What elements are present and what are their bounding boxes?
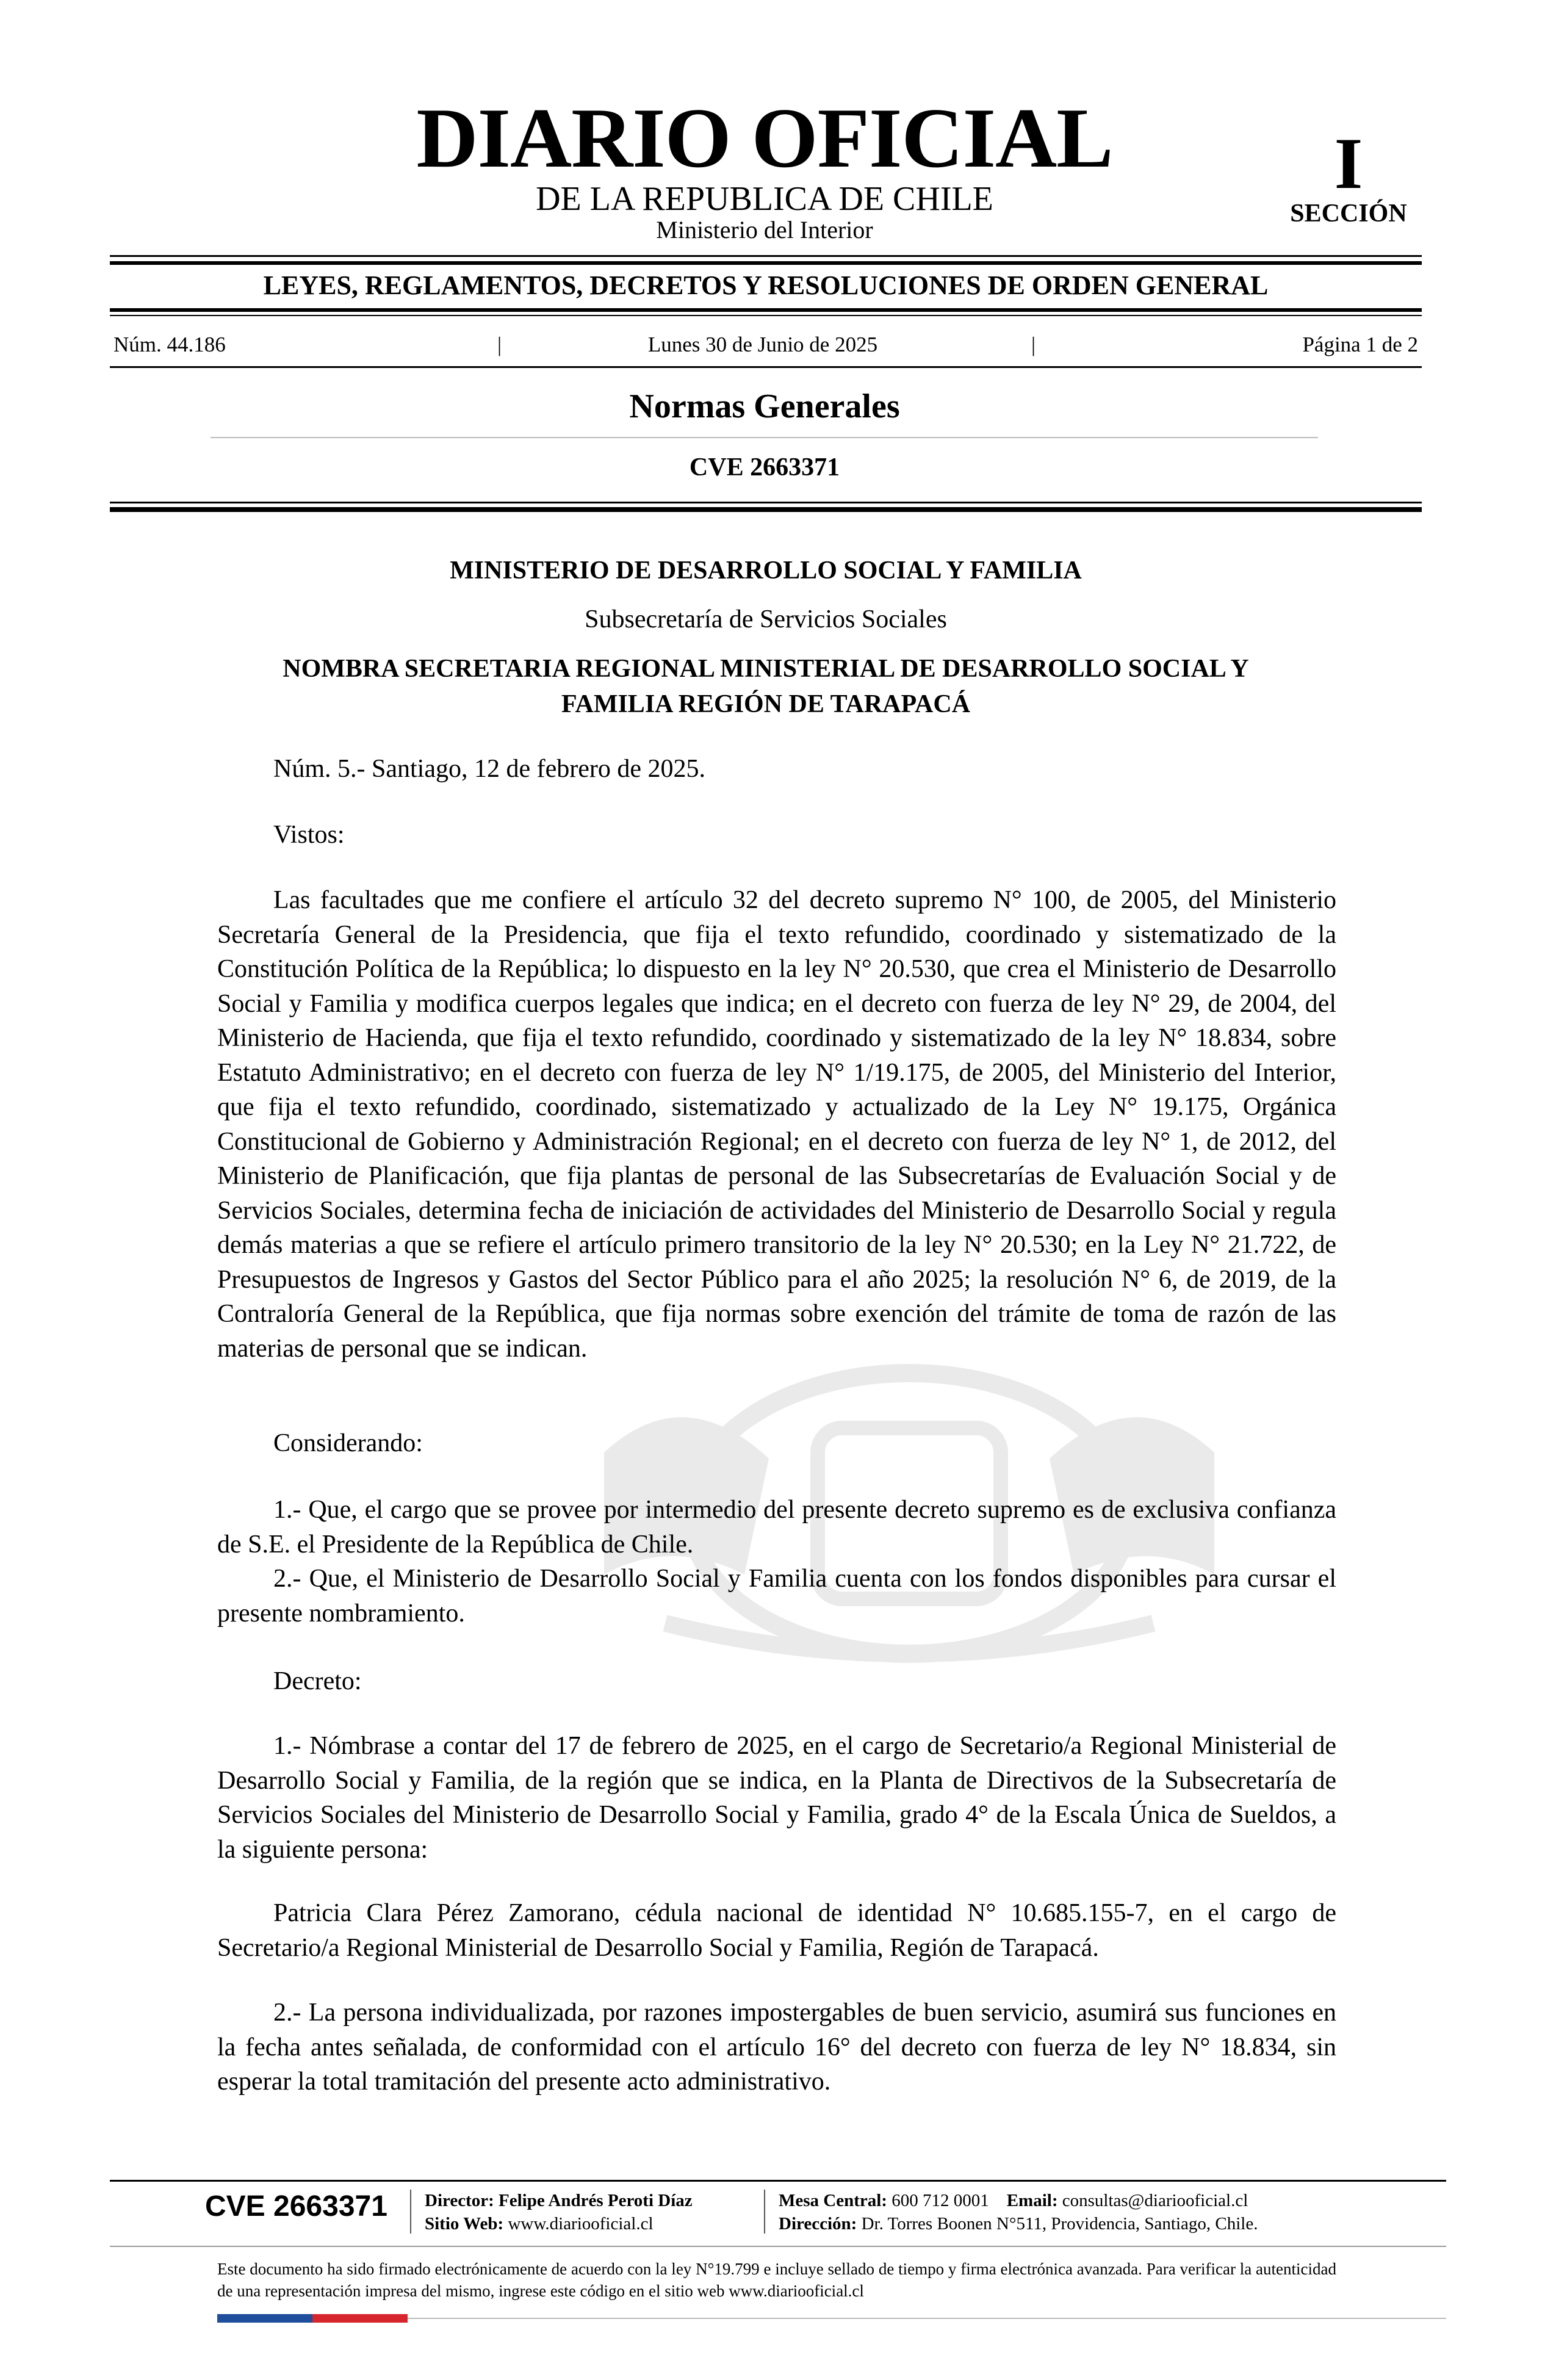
masthead-ministry: Ministerio del Interior [656,216,873,243]
section-label: SECCIÓN [1290,200,1407,228]
decreto-person: Patricia Clara Pérez Zamorano, cédula nacional de identidad N° 10.685.155-7, en el cargo de Secretario/a Regional Ministerial de Desarrollo Social y Familia, Región de Tarapacá. [217,1899,1336,1962]
director-value: Felipe Andrés Peroti Díaz [499,2191,693,2210]
vistos-heading: Vistos: [273,821,345,849]
cve-code: CVE 2663371 [689,453,840,481]
decree-number-date: Núm. 5.- Santiago, 12 de febrero de 2025. [273,755,705,783]
decreto-item-1: 1.- Nómbrase a contar del 17 de febrero de 2025, en el cargo de Secretario/a Regional Ministerial de Desarrollo Social y Familia, de la región que se indica, en la Planta de Directivos de la Subsecretaría de Servicios Sociales del Ministerio de Desarrollo Social y Familia, grado 4° de la Escala Única de Sueldos, a la siguiente persona: [217,1732,1336,1864]
footer-separator-2 [764,2190,765,2234]
issue-number: Núm. 44.186 [113,333,226,356]
considerando-item-2: 2.- Que, el Ministerio de Desarrollo Social y Familia cuenta con los fondos disponibles para cursar el presente nombramiento. [217,1565,1336,1628]
footer-cve: CVE 2663371 [205,2190,387,2223]
vistos-paragraph [217,883,1336,1366]
footer-director-block [425,2189,693,2235]
decreto-item-2: 2.- La persona individualizada, por razones impostergables de buen servicio, asumirá sus funciones en la fecha antes señalada, de conformidad con el artículo 16° del decreto con fuerza de ley N° 18.834, sin esperar la total tramitación del presente acto administrativo. [217,1999,1336,2096]
footer-contact-block [779,2189,1258,2235]
website-label: Sitio Web: [425,2214,504,2234]
subsecretariat-heading: Subsecretaría de Servicios Sociales [585,605,947,633]
masthead-subtitle: DE LA REPUBLICA DE CHILE [536,180,993,218]
issue-rule [110,366,1422,368]
category-rule-thin [110,315,1422,316]
phone-value: 600 712 0001 [891,2191,989,2210]
masthead-rule-thick [110,261,1422,265]
section-number: I [1334,123,1363,204]
decree-title-line2: FAMILIA REGIÓN DE TARAPACÁ [561,690,971,718]
address-label: Dirección: [779,2214,857,2234]
address-value: Dr. Torres Boonen N°511, Providencia, Santiago, Chile. [861,2214,1258,2234]
decree-title-line1: NOMBRA SECRETARIA REGIONAL MINISTERIAL DE DESARROLLO SOCIAL Y [283,655,1249,683]
decreto-person-paragraph [217,1896,1336,1965]
issue-date: Lunes 30 de Junio de 2025 [647,333,878,356]
header-rule-thin [110,502,1422,503]
footer-signature-note: Este documento ha sido firmado electrónicamente de acuerdo con la ley N°19.799 e incluye sellado de tiempo y firma electrónica avanzada. Para verificar la autenticidad de una representación impresa del mismo, ingrese este código en el sitio web www.diariooficial.cl [217,2260,1336,2300]
masthead-rule-thin [110,255,1422,257]
section-title-rule [211,437,1318,438]
phone-label: Mesa Central: [779,2191,887,2210]
category-heading: LEYES, REGLAMENTOS, DECRETOS Y RESOLUCIONES DE ORDEN GENERAL [263,270,1269,300]
considerando-item-1: 1.- Que, el cargo que se provee por intermedio del presente decreto supremo es de exclusiva confianza de S.E. el Presidente de la República de Chile. [217,1496,1336,1559]
issue-page: Página 1 de 2 [1302,333,1418,356]
website-link[interactable]: www.diariooficial.cl [508,2214,654,2234]
category-rule-thick [110,308,1422,312]
director-label: Director: [425,2191,494,2210]
email-label: Email: [1006,2191,1058,2210]
flag-stripe-blue [217,2314,312,2323]
email-link[interactable]: consultas@diariooficial.cl [1062,2191,1248,2210]
issue-separator-right: | [1031,333,1036,356]
decreto-item-2-paragraph [217,1996,1336,2099]
vistos-text: Las facultades que me confiere el artículo 32 del decreto supremo N° 100, de 2005, del Ministerio Secretaría General de la Presidencia, que fija el texto refundido, coordinado y sistematizado de la Constitución Política de la República; lo dispuesto en la ley N° 20.530, que crea el Ministerio de Desarrollo Social y Familia y modifica cuerpos legales que indica; en el decreto con fuerza de ley N° 29, de 2004, del Ministerio de Hacienda, que fija el texto refundido, coordinado y sistematizado de la ley N° 18.834, sobre Estatuto Administrativo; en el decreto con fuerza de ley N° 1/19.175, de 2005, del Ministerio del Interior, que fija el texto refundido, coordinado, sistematizado y actualizado de la Ley N° 19.175, Orgánica Constitucional de Gobierno y Administración Regional; en el decreto con fuerza de ley N° 1, de 2012, del Ministerio de Planificación, que fija plantas de personal de las Subsecretarías de Evaluación Social y de Servicios Sociales, determina fecha de iniciación de actividades del Ministerio de Desarrollo Social y regula demás materias a que se refiere el artículo primero transitorio de la ley N° 20.530; en la Ley N° 21.722, de Presupuestos de Ingresos y Gastos del Sector Público para el año 2025; la resolución N° 6, de 2019, de la Contraloría General de la República, que fija normas sobre exención del trámite de toma de razón de las materias de personal que se indican. [217,886,1336,1363]
decreto-item-1-paragraph [217,1729,1336,1867]
masthead-title: DIARIO OFICIAL [416,91,1113,186]
flag-stripe-red [312,2314,408,2323]
issue-separator-left: | [497,333,502,356]
footer-bottom-rule [408,2318,1446,2319]
footer-note-rule [110,2246,1446,2247]
header-rule-thick [110,507,1422,512]
considerando-paragraphs [217,1493,1336,1631]
considerando-heading: Considerando: [273,1429,423,1457]
decreto-heading: Decreto: [273,1667,362,1695]
footer-separator-1 [410,2190,411,2234]
ministry-heading: MINISTERIO DE DESARROLLO SOCIAL Y FAMILIA [450,557,1082,585]
section-title: Normas Generales [629,388,900,425]
footer-rule [110,2180,1446,2182]
